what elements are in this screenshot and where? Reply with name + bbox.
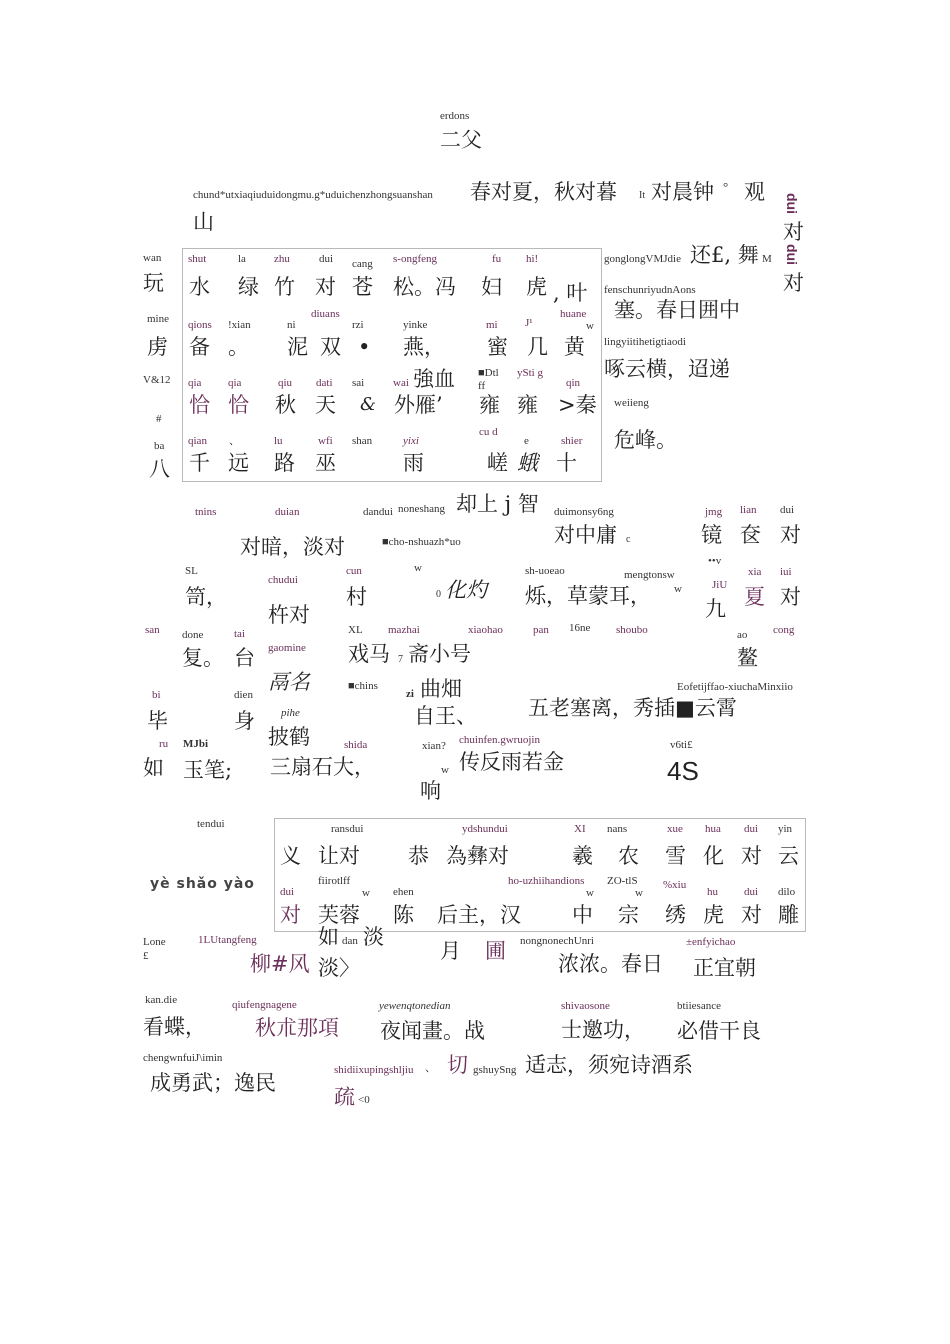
r2-py-6: yinke bbox=[403, 319, 428, 331]
r4-py-3: lu bbox=[274, 435, 283, 447]
b3-r2-py-6: w bbox=[586, 887, 594, 899]
b2-cn-dui: 对 bbox=[780, 523, 801, 547]
b2-py-mengtonsw: mengtonsw bbox=[624, 569, 675, 581]
b2-cn-wulao: 五老塞离，秀插■云霄 bbox=[528, 696, 737, 720]
side-label-b: dui bbox=[784, 244, 800, 265]
b2-cn-lian: 奁 bbox=[740, 523, 761, 547]
r4-cn-5: 雨 bbox=[403, 451, 424, 475]
b3-py-yewen: yewenqtonedian bbox=[379, 1000, 451, 1012]
r3-py-3: qiu bbox=[278, 377, 293, 389]
page-title: 二父 bbox=[440, 128, 482, 152]
b2-cn-jing: 镜 bbox=[701, 523, 722, 547]
r3-cn-4: 天 bbox=[315, 393, 336, 417]
r3-py-1: qia bbox=[188, 377, 202, 389]
line1-wrap: 山 bbox=[193, 210, 214, 234]
b2-cn-zhai: 斋小号 bbox=[408, 642, 471, 666]
b3-r1-cn-8: 化 bbox=[703, 844, 724, 868]
b3-r1-cn-6: 农 bbox=[618, 844, 639, 868]
b2-py-w3: w bbox=[441, 764, 449, 776]
b3-py-cheng: chengwnfuiJ\imin bbox=[143, 1052, 223, 1064]
r3-cn-6: 外雁’ bbox=[394, 393, 443, 417]
b3-small-lt0: <0 bbox=[358, 1094, 370, 1106]
b3-cn-yue: 月 bbox=[440, 939, 461, 963]
r3-py-9: qin bbox=[566, 377, 581, 389]
b2-py-mjbi: MJbi bbox=[183, 738, 209, 750]
left-pinyin-4: # bbox=[156, 413, 162, 425]
b2-py-iui: iui bbox=[780, 566, 792, 578]
b2-py-done: done bbox=[182, 629, 204, 641]
b2-cn-ziwang: 自王、 bbox=[414, 704, 477, 728]
b3-cn-bijie: 必借干良 bbox=[677, 1019, 761, 1043]
side-label-a: dui bbox=[784, 193, 800, 214]
r4-cn-8: 十 bbox=[556, 451, 577, 475]
r4-py-9: shier bbox=[561, 435, 583, 447]
b2-cn-dui2: 对 bbox=[780, 585, 801, 609]
r3-cn-9: >秦 bbox=[558, 393, 597, 417]
b3-py-btiies: btiiesance bbox=[677, 1000, 721, 1012]
b2-py-xiaohao: xiaohao bbox=[468, 624, 503, 636]
b3-extra-pound: £ bbox=[143, 950, 149, 962]
b2-cn-yubi: 玉笔; bbox=[183, 758, 233, 782]
b3-py-nongnong: nongnonechUnri bbox=[520, 935, 594, 947]
r3-cn-7: 雍 bbox=[479, 393, 500, 417]
b2-cn-shen: 身 bbox=[234, 709, 255, 733]
b2-cn-chuanfan: 传反雨若金 bbox=[459, 750, 564, 774]
b3-py-shidii: shidiixupingshljiu bbox=[334, 1064, 414, 1076]
left-char-1: 玩 bbox=[143, 271, 164, 295]
b2-py-xia: xia bbox=[748, 566, 762, 578]
b3-r1-cn-10: 云 bbox=[778, 844, 799, 868]
left-pinyin-2: mine bbox=[147, 313, 169, 325]
r4-py-2: 、 bbox=[229, 435, 240, 447]
r1-py-6: s-ongfeng bbox=[393, 253, 437, 265]
b2-small-7: 7 bbox=[398, 654, 403, 665]
b3-cn-qie: 切 bbox=[447, 1053, 468, 1077]
b3-py-kandie: kan.die bbox=[145, 994, 178, 1006]
r3-py-2: qia bbox=[228, 377, 242, 389]
left-pinyin-5: ba bbox=[154, 440, 165, 452]
b2-cn-duizhong: 对中庸 bbox=[554, 523, 617, 547]
b2-big-4s: 4S bbox=[667, 756, 699, 786]
line1-pinyin: chund*utxiaqiuduidongmu.g*uduichenzhongsuanshan bbox=[193, 189, 433, 201]
r1-cn-3: 竹 bbox=[274, 275, 295, 299]
r1-py-2: la bbox=[238, 253, 246, 265]
right-cn-2: 塞。春日囲中 bbox=[614, 298, 740, 322]
b3-r2-cn-1: 对 bbox=[280, 903, 301, 927]
b2-py-ao: ao bbox=[737, 629, 748, 641]
b3-cn-kandie: 看蝶， bbox=[143, 1015, 206, 1039]
right-cn-4: 危峰。 bbox=[614, 428, 677, 452]
b3-py-shivao: shivaosone bbox=[561, 1000, 610, 1012]
b3-left-line: yè shǎo yào bbox=[150, 876, 255, 892]
b2-cn-shuo: 烁，草蒙耳， bbox=[525, 584, 651, 608]
b3-r1-py-5: xue bbox=[667, 823, 683, 835]
b2-cn-sanshan: 三扇石大， bbox=[270, 755, 375, 779]
b3-r2-py-1: dui bbox=[280, 886, 295, 898]
line1-text: 春对夏，秋对暮 bbox=[470, 180, 617, 204]
b2-py-cun: cun bbox=[346, 565, 362, 577]
r3-cn-2: 恰 bbox=[228, 393, 249, 417]
b2-py-chins: ■chins bbox=[348, 680, 378, 692]
r2-cn-9: 黄 bbox=[564, 335, 585, 359]
b2-py-eofeti: Eofetijffao-xiuchaMinxiio bbox=[677, 681, 793, 693]
b3-r2-py-10: hu bbox=[707, 886, 718, 898]
b3-r1-cn-7: 雪 bbox=[665, 844, 686, 868]
r1-py-7: fu bbox=[492, 253, 502, 265]
b3-r2-py-2: fiirotlff bbox=[318, 875, 351, 887]
b3-mark: 、 bbox=[425, 1062, 436, 1074]
b2-cn-duian: 对暗，淡对 bbox=[240, 535, 345, 559]
r2-py-9: huane bbox=[560, 308, 587, 320]
r4-cn-3: 路 bbox=[274, 451, 295, 475]
r1-py-8: hi! bbox=[526, 253, 539, 265]
b2-py-dandui: dandui bbox=[363, 506, 393, 518]
b3-cn-ru: 如 bbox=[318, 925, 339, 949]
b3-r1-py-2: ydshundui bbox=[462, 823, 508, 835]
line1-text2: 对晨钟 bbox=[651, 180, 714, 204]
b2-py-mazhai: mazhai bbox=[388, 624, 420, 636]
right-py-1: gonglongVMJdie bbox=[604, 253, 681, 265]
b3-r2-cn-3: 陈 bbox=[393, 903, 414, 927]
b2-cn-cun: 村 bbox=[346, 585, 367, 609]
r1-cn-6: 松。冯 bbox=[393, 275, 456, 299]
b3-r2-cn-5: 中 bbox=[572, 903, 593, 927]
b2-py-noneshang: noneshang bbox=[398, 503, 446, 515]
b3-r1-cn-3: 恭 bbox=[408, 844, 429, 868]
b3-r1-py-6: hua bbox=[705, 823, 721, 835]
b3-cn-nongnong: 浓浓。春日 bbox=[558, 952, 663, 976]
b3-r2-cn-9: 对 bbox=[741, 903, 762, 927]
r1-tail: , 叶 bbox=[553, 281, 588, 305]
left-pinyin-1: wan bbox=[143, 252, 162, 264]
r1-cn-1: 水 bbox=[189, 275, 210, 299]
b3-r2-py-9: %xiu bbox=[663, 879, 687, 891]
b2-py-jmg: jmg bbox=[705, 506, 723, 518]
r4-cn-6: 嵯 bbox=[487, 451, 508, 475]
b3-r1-cn-5: 羲 bbox=[572, 844, 593, 868]
left-char-2: 虏 bbox=[147, 335, 168, 359]
b3-cn-yewen: 夜闻畫。战 bbox=[380, 1019, 485, 1043]
r4-cn-1: 千 bbox=[189, 451, 210, 475]
r2-py-10: w bbox=[586, 320, 594, 332]
b2-py-chonshuazhuo: ■cho-nshuazh*uo bbox=[382, 536, 461, 548]
b2-py-bi: bi bbox=[152, 689, 161, 701]
r4-py-4: wfi bbox=[318, 435, 333, 447]
r2-cn-8: 几 bbox=[527, 335, 548, 359]
b3-r1-cn-1: 义 bbox=[280, 844, 301, 868]
right-cn-3: 啄云横，迢递 bbox=[604, 357, 730, 381]
r1-py-4: dui bbox=[319, 253, 334, 265]
r4-cn-4: 巫 bbox=[315, 451, 336, 475]
r3-py-5: sai bbox=[352, 377, 365, 389]
b3-r2-cn-6: 宗 bbox=[618, 903, 639, 927]
b3-cn-shiyao: 士邀功， bbox=[561, 1018, 645, 1042]
r4-py-8: e bbox=[524, 435, 529, 447]
b3-py-enfyichao: ±enfyichao bbox=[686, 936, 736, 948]
r4-py-1: qian bbox=[188, 435, 207, 447]
b3-r2-py-7: ZO-tlS bbox=[607, 875, 638, 887]
r2-cn-6: 燕， bbox=[403, 335, 445, 359]
b3-cn-zhengyi: 正宜朝 bbox=[693, 956, 756, 980]
b3-py-qiufeng: qiufengnagene bbox=[232, 999, 297, 1011]
r3-py-6: wai bbox=[393, 377, 409, 389]
b2-cn-geming: 鬲名 bbox=[268, 670, 310, 694]
r1-py-5: cang bbox=[352, 258, 373, 270]
b2-cn-tai: 台 bbox=[234, 646, 255, 670]
line1-mark: ° bbox=[723, 179, 729, 194]
b2-py-xl: XL bbox=[348, 624, 363, 636]
b3-cn-cheng: 成勇武；逸民 bbox=[150, 1071, 276, 1095]
r1-cn-8: 虎 bbox=[526, 275, 547, 299]
b2-py-w1: w bbox=[414, 562, 422, 574]
b2-py-lian: lian bbox=[740, 504, 757, 516]
b2-cn-xia: 夏 bbox=[744, 585, 765, 609]
r3-py-7: ■Dtl ff bbox=[478, 367, 499, 393]
b2-py-v6ti: v6ti£ bbox=[670, 739, 693, 751]
b2-cn-si: 笥， bbox=[185, 585, 227, 609]
b3-r2-py-8: w bbox=[635, 887, 643, 899]
b2-cn-fu: 复。 bbox=[182, 646, 224, 670]
r1-cn-7: 妇 bbox=[481, 275, 502, 299]
r2-py-2: !xian bbox=[228, 319, 251, 331]
b2-py-gaomine: gaomine bbox=[268, 642, 306, 654]
b3-cn-dan: 淡 bbox=[363, 925, 384, 949]
b3-r2-py-12: dilo bbox=[778, 886, 796, 898]
b2-cn-xima: 戏马 bbox=[348, 642, 390, 666]
line1-text3: 观 bbox=[744, 180, 765, 204]
r4-cn-2: 远 bbox=[228, 451, 249, 475]
b3-py-gshuy: gshuySng bbox=[473, 1064, 517, 1076]
r2-cn-2: 。 bbox=[228, 335, 249, 359]
r3-mid: 強血 bbox=[413, 367, 455, 391]
r2-py-8: J¹ bbox=[525, 317, 533, 329]
right-m: M bbox=[762, 253, 772, 265]
b3-r2-py-5: ho-uzhiihandions bbox=[508, 875, 585, 887]
b2-cn-jiu: 九 bbox=[705, 597, 726, 621]
b2-py-dots: ••v bbox=[708, 555, 722, 567]
line1-small: It bbox=[639, 190, 646, 201]
b2-py-duian: duian bbox=[275, 506, 300, 518]
right-py-4: weiieng bbox=[614, 397, 649, 409]
b2-py-zi: zi bbox=[406, 688, 414, 700]
b3-r2-cn-2: 芙蓉 bbox=[318, 903, 360, 927]
b3-r2-cn-7: 绣 bbox=[665, 903, 686, 927]
r1-py-3: zhu bbox=[274, 253, 290, 265]
b2-cn-bi: 毕 bbox=[147, 709, 168, 733]
b2-cn-pihe: 披鹤 bbox=[268, 725, 310, 749]
b3-r1-py-4: nans bbox=[607, 823, 628, 835]
b3-cn-shizhi: 适志，须宛诗酒系 bbox=[525, 1053, 693, 1077]
r2-cn-4: 双 bbox=[320, 335, 341, 359]
r2-py-4: diuans bbox=[311, 308, 340, 320]
b3-py-tendui: tendui bbox=[197, 818, 225, 830]
r3-cn-1: 恰 bbox=[189, 393, 210, 417]
b3-cn-dan2: 淡〉 bbox=[318, 956, 360, 980]
b2-cn-qu: 曲畑 bbox=[420, 677, 462, 701]
r2-cn-7: 蜜 bbox=[487, 335, 508, 359]
b3-r2-cn-4: 后主，汉 bbox=[437, 903, 521, 927]
b2-cn-queshang: 却上 j 智 bbox=[456, 492, 539, 516]
r1-cn-4: 对 bbox=[315, 275, 336, 299]
b2-cn-xiang: 响 bbox=[420, 779, 441, 803]
b3-r2-py-3: w bbox=[362, 887, 370, 899]
r2-py-5: rzi bbox=[352, 319, 364, 331]
b2-py-jiu: JiU bbox=[712, 579, 728, 591]
b3-py-liutang: 1LUtangfeng bbox=[198, 934, 257, 946]
b2-py-ru: ru bbox=[159, 738, 169, 750]
r4-py-6: yixi bbox=[403, 435, 419, 447]
b3-r2-py-11: dui bbox=[744, 886, 759, 898]
b3-r1-cn-9: 对 bbox=[741, 844, 762, 868]
b2-py-w2: w bbox=[674, 583, 682, 595]
b2-py-duimonsy: duimonsy6ng bbox=[554, 506, 614, 518]
r3-cn-8: 雍 bbox=[517, 393, 538, 417]
b3-r2-cn-8: 虎 bbox=[703, 903, 724, 927]
b3-r2-py-4: ehen bbox=[393, 886, 414, 898]
r1-cn-2: 绿 bbox=[238, 275, 259, 299]
b2-py-cong: cong bbox=[773, 624, 795, 636]
right-cn-1: 还£, 舞 bbox=[690, 243, 759, 267]
left-char-3: 八 bbox=[149, 457, 170, 481]
b2-cn-ru: 如 bbox=[143, 756, 164, 780]
b2-cn-huazhuo: 化灼 bbox=[445, 578, 487, 602]
r2-py-3: ni bbox=[287, 319, 296, 331]
r2-py-7: mi bbox=[486, 319, 498, 331]
right-py-2: fenschunriyudnAons bbox=[604, 284, 696, 296]
b2-py-chuinfen: chuinfen.gwruojin bbox=[459, 734, 540, 746]
b3-r1-py-7: dui bbox=[744, 823, 759, 835]
r2-cn-5: • bbox=[358, 335, 371, 359]
b2-py-tnins: tnins bbox=[195, 506, 217, 518]
right-py-3: lingyiitihetigtiaodi bbox=[604, 336, 686, 348]
b2-py-chudui: chudui bbox=[268, 574, 298, 586]
b2-py-dui: dui bbox=[780, 504, 795, 516]
b2-py-pan: pan bbox=[533, 624, 549, 636]
side-char-b: 对 bbox=[783, 271, 804, 295]
title-pinyin: erdons bbox=[440, 110, 470, 122]
b3-cn-qiufeng: 秋朮那項 bbox=[255, 1016, 339, 1040]
b2-small-0: 0 bbox=[436, 589, 441, 600]
r4-py-5: shan bbox=[352, 435, 373, 447]
b3-r1-cn-2: 让对 bbox=[318, 844, 360, 868]
b2-py-16ne: 16ne bbox=[569, 622, 591, 634]
r4-cn-7: 蛾 bbox=[517, 451, 538, 475]
b2-py-shoubo: shoubo bbox=[616, 624, 648, 636]
b2-py-shida: shida bbox=[344, 739, 368, 751]
b3-cn-liufeng: 柳#风 bbox=[250, 952, 310, 976]
r1-py-1: shut bbox=[188, 253, 207, 265]
r3-py-8: ySti g bbox=[517, 367, 543, 379]
b3-r2-cn-10: 雕 bbox=[778, 903, 799, 927]
r2-cn-3: 泥 bbox=[287, 335, 308, 359]
r2-cn-1: 备 bbox=[189, 335, 210, 359]
b2-py-tai: tai bbox=[234, 628, 245, 640]
b3-r1-py-3: XI bbox=[574, 823, 586, 835]
b3-py-dan: dan bbox=[342, 935, 358, 947]
b3-r1-cn-4: 為彝对 bbox=[446, 844, 509, 868]
r3-py-4: dati bbox=[316, 377, 333, 389]
b2-py-sl: SL bbox=[185, 565, 198, 577]
r1-cn-5: 苍 bbox=[352, 275, 373, 299]
b3-py-lone: Lone bbox=[143, 936, 166, 948]
b2-cn-chudui: 杵对 bbox=[268, 603, 310, 627]
r2-py-1: qions bbox=[188, 319, 212, 331]
b2-py-san: san bbox=[145, 624, 160, 636]
b2-py-pihe: pihe bbox=[281, 707, 300, 719]
b2-py-xian: xian? bbox=[422, 740, 446, 752]
b3-r1-py-8: yin bbox=[778, 823, 793, 835]
b3-cn-shu: 疏 bbox=[334, 1085, 355, 1109]
b2-py-shuoeao: sh-uoeao bbox=[525, 565, 565, 577]
b2-small-c: c bbox=[626, 534, 631, 545]
side-char-a: 对 bbox=[783, 220, 804, 244]
r3-cn-3: 秋 bbox=[275, 393, 296, 417]
b3-r1-py-1: ransdui bbox=[331, 823, 364, 835]
r3-cn-5: & bbox=[360, 394, 377, 415]
left-pinyin-3: V&12 bbox=[143, 374, 171, 386]
b3-cn-pu: 圃 bbox=[485, 939, 506, 963]
b2-py-dien: dien bbox=[234, 689, 253, 701]
r4-py-7: cu d bbox=[479, 426, 498, 438]
b2-cn-ao: 鳌 bbox=[737, 646, 758, 670]
